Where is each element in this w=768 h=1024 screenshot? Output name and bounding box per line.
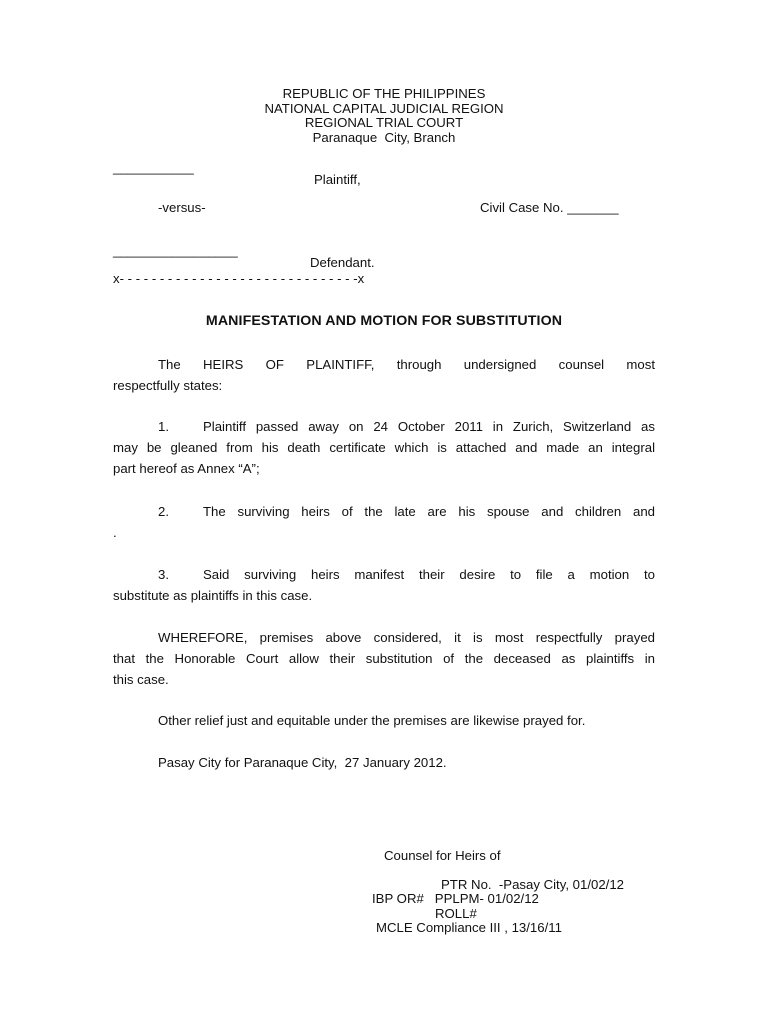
court-caption [200, 87, 568, 145]
item-3-number: 3. [158, 567, 169, 582]
wherefore-paragraph [113, 627, 655, 690]
ptr-number: PTR No. -Pasay City, 01/02/12 [441, 877, 624, 892]
wherefore-line-2: that the Honorable Court allow their substitution of the deceased as plaintiffs in [113, 651, 655, 666]
ibp-or-number: IBP OR# PPLPM- 01/02/12 [372, 891, 539, 906]
other-relief-paragraph: Other relief just and equitable under the premises are likewise prayed for. [158, 713, 586, 728]
item-3-line-1: Said surviving heirs manifest their desire to file a motion to [203, 567, 655, 582]
counsel-for-heirs: Counsel for Heirs of [384, 848, 501, 863]
intro-paragraph [113, 354, 655, 396]
defendant-name-blank: _________________ [113, 243, 238, 258]
item-3-line-2: substitute as plaintiffs in this case. [113, 588, 313, 603]
document-title: MANIFESTATION AND MOTION FOR SUBSTITUTION [205, 313, 563, 329]
caption-court: REGIONAL TRIAL COURT [304, 115, 464, 130]
versus-label: -versus- [158, 200, 206, 215]
caption-republic: REPUBLIC OF THE PHILIPPINES [282, 86, 486, 101]
plaintiff-label: Plaintiff, [314, 172, 361, 187]
item-1-line-2: may be gleaned from his death certificate which is attached and made an integral [113, 440, 655, 455]
plaintiff-name-blank: ___________ [113, 160, 194, 175]
item-2-line-1: The surviving heirs of the late are his spouse and children and [203, 504, 655, 519]
item-2-number: 2. [158, 504, 169, 519]
caption-city-branch: Paranaque City, Branch [312, 129, 456, 145]
item-1-paragraph [113, 416, 655, 479]
item-1-line-3: part hereof as Annex “A”; [113, 461, 260, 476]
item-3-paragraph [113, 564, 655, 606]
roll-number: ROLL# [435, 906, 477, 921]
caption-region: NATIONAL CAPITAL JUDICIAL REGION [264, 100, 504, 116]
item-1-number: 1. [158, 419, 169, 434]
intro-line-2: respectfully states: [113, 378, 223, 393]
intro-line-1: The HEIRS OF PLAINTIFF, through undersigned counsel most [158, 357, 655, 372]
place-and-date: Pasay City for Paranaque City, 27 January 2012. [158, 755, 447, 770]
item-2-line-2: . [113, 525, 117, 540]
wherefore-line-3: this case. [113, 672, 169, 687]
civil-case-number: Civil Case No. _______ [480, 200, 619, 215]
defendant-label: Defendant. [310, 255, 375, 270]
wherefore-line-1: WHEREFORE, premises above considered, it is most respectfully prayed [158, 630, 655, 645]
caption-separator: x- - - - - - - - - - - - - - - - - - - - - - - - - - - - - -x [113, 271, 365, 286]
item-1-line-1: Plaintiff passed away on 24 October 2011 in Zurich, Switzerland as [203, 419, 655, 434]
mcle-compliance: MCLE Compliance III , 13/16/11 [376, 920, 562, 935]
item-2-paragraph [113, 501, 655, 543]
